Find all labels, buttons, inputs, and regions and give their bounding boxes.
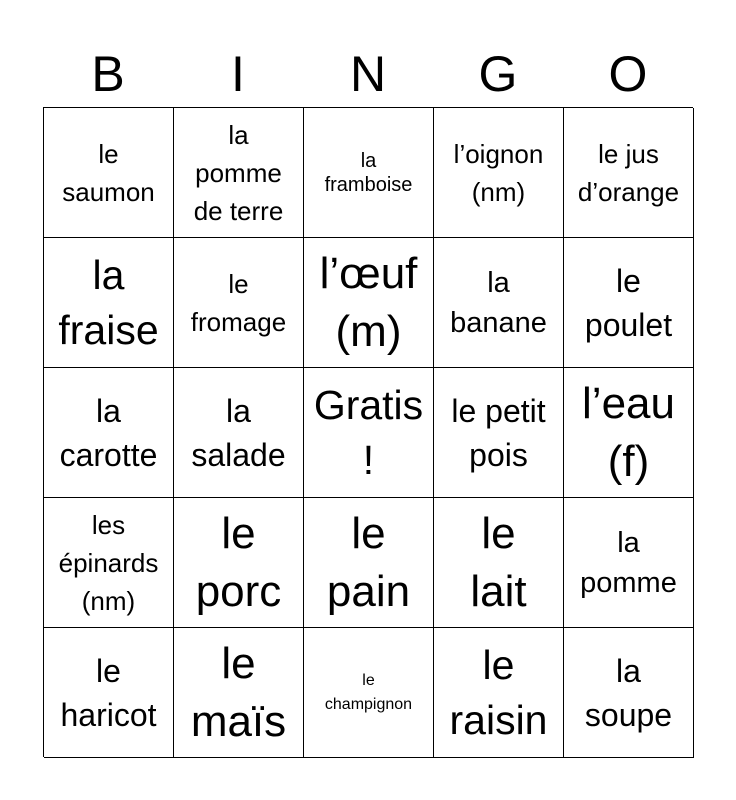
cell-label: le jus d’orange [577, 138, 680, 207]
bingo-cell-r2c4[interactable] [434, 238, 564, 368]
bingo-cell-r5c1[interactable] [44, 628, 174, 758]
bingo-cell-r1c3[interactable] [304, 108, 434, 238]
bingo-cell-r1c1[interactable] [44, 108, 174, 238]
bingo-card [43, 107, 693, 757]
bingo-cell-r4c4[interactable] [434, 498, 564, 628]
header-letter-n: N [349, 46, 387, 102]
bingo-cell-r4c2[interactable] [174, 498, 304, 628]
cell-label: la pomme de terre [193, 119, 284, 226]
bingo-cell-r2c3[interactable] [304, 238, 434, 368]
bingo-cell-r3c5[interactable] [564, 368, 694, 498]
bingo-header [43, 40, 693, 108]
bingo-cell-r1c5[interactable] [564, 108, 694, 238]
free-space-cell[interactable] [304, 368, 434, 498]
bingo-cell-r3c2[interactable] [174, 368, 304, 498]
bingo-cell-r4c5[interactable] [564, 498, 694, 628]
bingo-cell-r4c1[interactable] [44, 498, 174, 628]
bingo-cell-r5c3[interactable] [304, 628, 434, 758]
cell-label: la fraise [58, 251, 159, 353]
cell-label: le porc [195, 508, 282, 616]
cell-label: le lait [470, 508, 527, 616]
cell-label: la framboise [324, 149, 413, 196]
bingo-cell-r5c5[interactable] [564, 628, 694, 758]
cell-label: les épinards (nm) [58, 509, 159, 616]
bingo-cell-r1c4[interactable] [434, 108, 564, 238]
cell-label: le pain [326, 508, 411, 616]
bingo-cell-r3c1[interactable] [44, 368, 174, 498]
bingo-cell-r3c4[interactable] [434, 368, 564, 498]
header-letter-g: G [478, 46, 518, 102]
cell-label: l’oignon (nm) [453, 138, 544, 207]
cell-label: la salade [191, 392, 286, 473]
bingo-cell-r2c1[interactable] [44, 238, 174, 368]
free-space-label: Gratis ! [313, 381, 424, 483]
bingo-cell-r2c5[interactable] [564, 238, 694, 368]
bingo-cell-r4c3[interactable] [304, 498, 434, 628]
cell-label: le saumon [62, 138, 155, 207]
header-letter-o: O [608, 46, 648, 102]
cell-label: le haricot [60, 652, 157, 733]
cell-label: le petit pois [451, 392, 546, 473]
cell-label: la pomme [580, 526, 677, 599]
header-letter-b: B [91, 46, 125, 102]
bingo-cell-r5c2[interactable] [174, 628, 304, 758]
bingo-cell-r1c2[interactable] [174, 108, 304, 238]
header-letter-i: I [231, 46, 245, 102]
cell-label: le maïs [190, 638, 287, 746]
cell-label: le fromage [190, 268, 287, 337]
bingo-cell-r2c2[interactable] [174, 238, 304, 368]
cell-label: le champignon [324, 671, 413, 713]
bingo-cell-r5c4[interactable] [434, 628, 564, 758]
cell-label: le raisin [449, 641, 548, 743]
cell-label: la soupe [584, 652, 673, 733]
cell-label: l’eau (f) [582, 378, 675, 486]
cell-label: la carotte [59, 392, 158, 473]
cell-label: l’œuf (m) [319, 248, 418, 356]
cell-label: le poulet [584, 262, 673, 343]
cell-label: la banane [450, 266, 547, 339]
